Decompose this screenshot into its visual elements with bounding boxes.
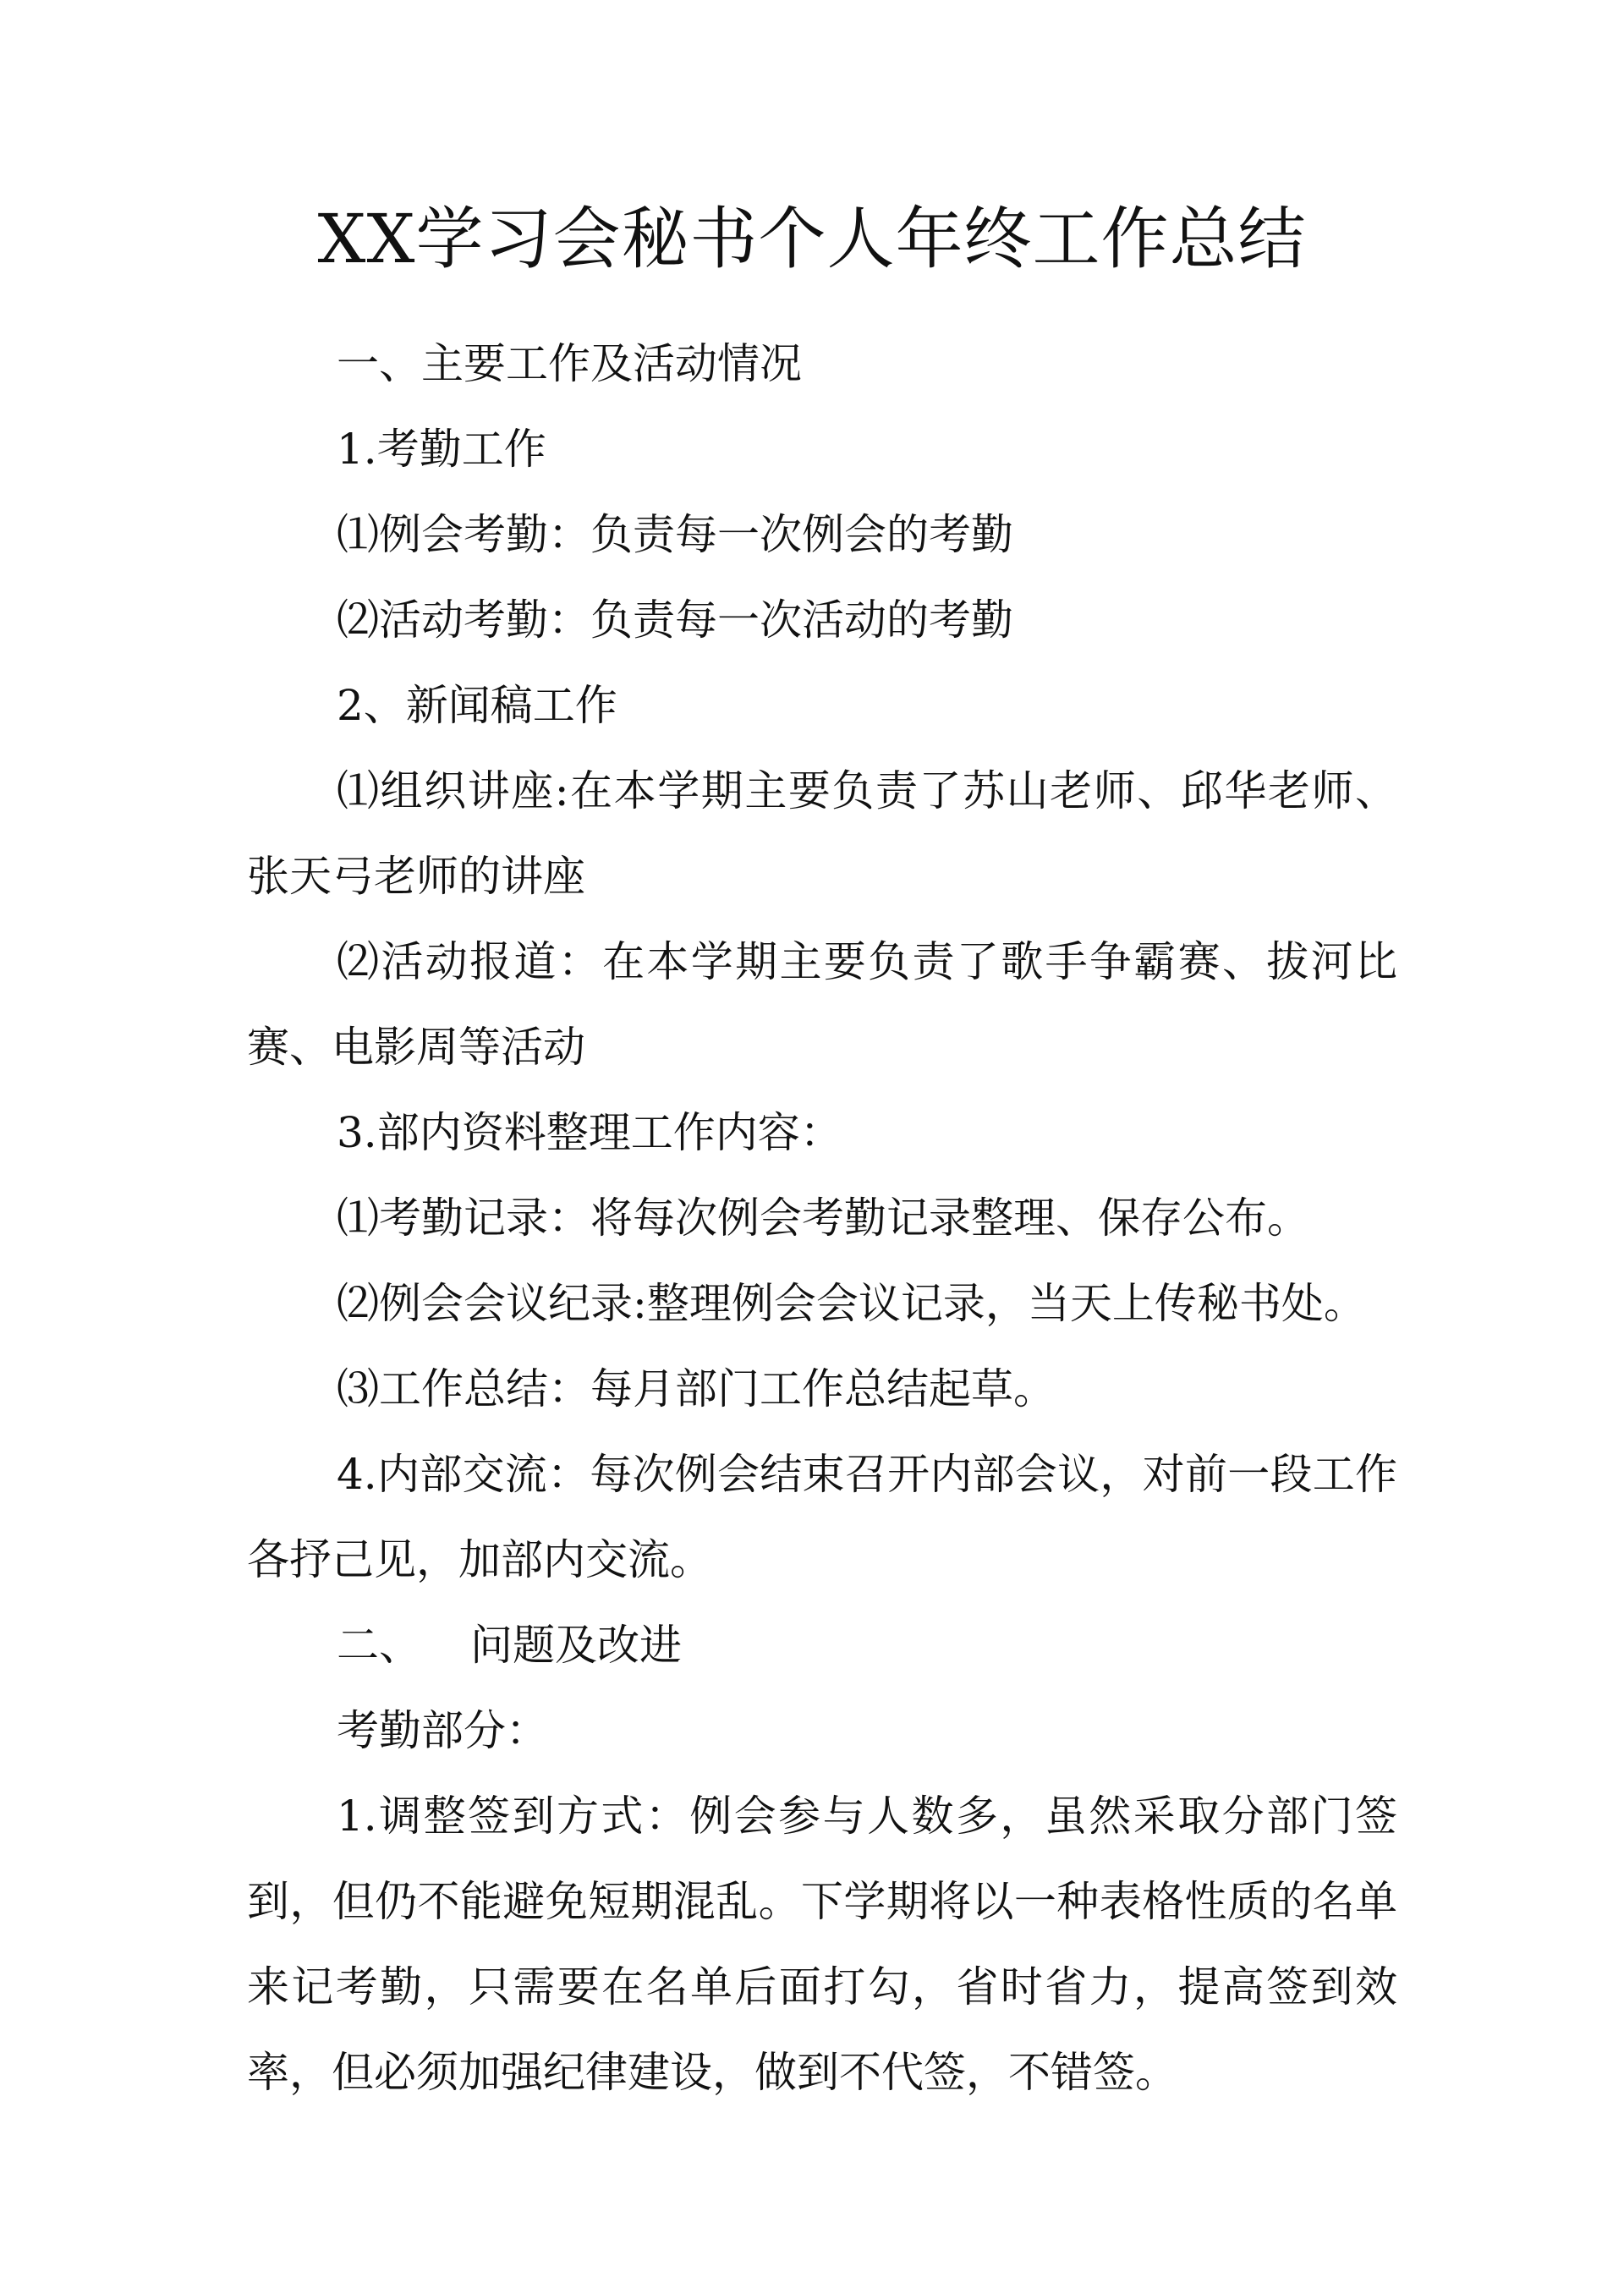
- section-heading-problems-number: 二、: [337, 1621, 421, 1670]
- item-organize-lectures: ⑴组织讲座:在本学期主要负责了苏山老师、邱华老师、张天弓老师的讲座: [247, 766, 1397, 901]
- item-work-summary: ⑶工作总结：每月部门工作总结起草。: [337, 1364, 1056, 1413]
- section-heading-main-work: 一、主要工作及活动情况: [337, 339, 802, 388]
- attendance-part-label: 考勤部分：: [337, 1706, 548, 1755]
- section-heading-problems: [247, 1603, 1397, 1688]
- item-attendance-records: ⑴考勤记录：将每次例会考勤记录整理、保存公布。: [337, 1194, 1309, 1243]
- item-meeting-attendance: ⑴例会考勤：负责每一次例会的考勤: [337, 510, 1013, 559]
- item-news-work: 2、新闻稿工作: [337, 681, 617, 730]
- item-attendance-work: 1.考勤工作: [337, 425, 546, 474]
- improvement-signin-method: 1.调整签到方式：例会参与人数多，虽然采取分部门签到，但仍不能避免短期混乱。下学期将以一种表格性质的名单来记考勤，只需要在名单后面打勾，省时省力，提高签到效率，但必须加强纪律建设，做到不代签，不错签。: [247, 1792, 1397, 2097]
- item-activity-attendance: ⑵活动考勤：负责每一次活动的考勤: [337, 595, 1013, 645]
- document-body: [247, 321, 1397, 2116]
- item-meeting-minutes: ⑵例会会议纪录:整理例会会议记录，当天上传秘书处。: [337, 1279, 1366, 1328]
- section-heading-problems-title: 问题及改进: [470, 1621, 682, 1670]
- item-activity-reports: ⑵活动报道：在本学期主要负责了歌手争霸赛、拔河比赛、电影周等活动: [247, 937, 1397, 1072]
- document-title: XX学习会秘书个人年终工作总结: [317, 200, 1307, 278]
- item-internal-exchange: 4.内部交流：每次例会结束召开内部会议，对前一段工作各抒己见，加部内交流。: [247, 1450, 1397, 1584]
- item-data-organization: 3.部内资料整理工作内容：: [337, 1108, 842, 1157]
